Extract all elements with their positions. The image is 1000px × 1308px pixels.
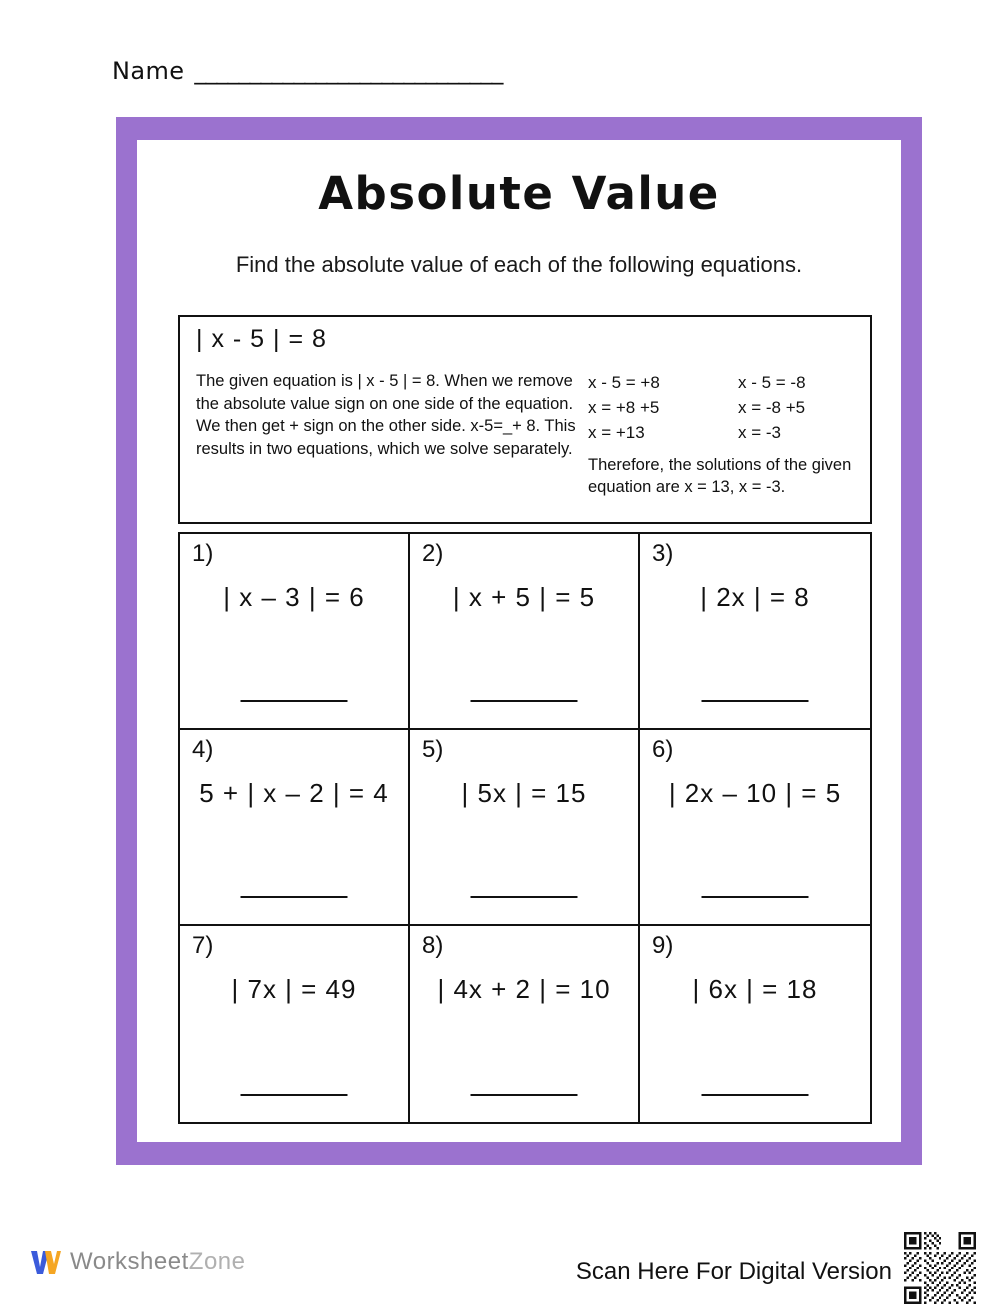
problem-equation: | x – 3 | = 6: [223, 582, 365, 612]
name-label: Name: [112, 57, 185, 85]
page-title: Absolute Value: [318, 167, 720, 220]
example-box: [178, 315, 872, 524]
name-blank-line: ____________________________: [194, 57, 503, 85]
problem-cell: [640, 534, 870, 730]
problem-equation: | x + 5 | = 5: [452, 582, 596, 612]
example-step-right: x = -3: [738, 423, 781, 442]
brand-name-primary: Worksheet: [70, 1248, 189, 1275]
problem-cell: [410, 730, 640, 926]
answer-blank[interactable]: [471, 896, 578, 898]
problems-grid: [178, 532, 872, 1124]
example-step-right: x = -8 +5: [738, 398, 806, 417]
worksheetzone-logo-icon: [28, 1245, 62, 1279]
problem-cell: [180, 926, 410, 1122]
name-field-row: [112, 57, 502, 85]
answer-blank[interactable]: [241, 1094, 348, 1096]
problem-number: 3): [652, 540, 674, 567]
problem-equation: | 5x | = 15: [461, 778, 587, 808]
answer-blank[interactable]: [241, 896, 348, 898]
brand-name-secondary: Zone: [188, 1248, 246, 1275]
problem-number: 6): [652, 736, 674, 763]
example-equation: | x - 5 | = 8: [196, 325, 327, 353]
problem-cell: [180, 730, 410, 926]
example-step-right: x - 5 = -8: [738, 373, 806, 392]
problem-number: 7): [192, 932, 214, 959]
problem-equation: | 7x | = 49: [231, 974, 357, 1004]
problem-equation: | 2x | = 8: [700, 582, 810, 612]
worksheet-sheet: [137, 140, 901, 1142]
example-step-row: [588, 370, 863, 395]
instructions-text: Find the absolute value of each of the following equations.: [235, 252, 803, 277]
problem-number: 1): [192, 540, 214, 567]
answer-blank[interactable]: [702, 700, 809, 702]
example-step-left: x = +13: [588, 423, 645, 442]
problem-cell: [640, 730, 870, 926]
scan-instruction-text: Scan Here For Digital Version: [575, 1258, 892, 1285]
problem-number: 5): [422, 736, 444, 763]
problem-number: 9): [652, 932, 674, 959]
example-steps: [588, 370, 863, 445]
problem-number: 2): [422, 540, 444, 567]
brand-name: [70, 1248, 245, 1276]
example-explanation: The given equation is | x - 5 | = 8. When we remove the absolute value sign on one side of the equation. We then get + sign on the other side. x-5=_+ 8. This results in two equations, which we solve separately.: [196, 372, 576, 458]
worksheet-frame: [116, 117, 922, 1165]
problem-cell: [410, 534, 640, 730]
example-step-row: [588, 420, 863, 445]
problem-cell: [410, 926, 640, 1122]
answer-blank[interactable]: [471, 700, 578, 702]
example-step-row: [588, 395, 863, 420]
answer-blank[interactable]: [471, 1094, 578, 1096]
problem-number: 8): [422, 932, 444, 959]
brand-logo[interactable]: [28, 1245, 245, 1279]
example-step-left: x - 5 = +8: [588, 373, 660, 392]
qr-code-icon[interactable]: [904, 1232, 976, 1304]
problem-equation: 5 + | x – 2 | = 4: [199, 778, 389, 808]
problem-equation: | 4x + 2 | = 10: [437, 974, 611, 1004]
problem-cell: [640, 926, 870, 1122]
problem-equation: | 2x – 10 | = 5: [668, 778, 842, 808]
example-step-left: x = +8 +5: [588, 398, 660, 417]
answer-blank[interactable]: [702, 1094, 809, 1096]
example-conclusion: Therefore, the solutions of the given equation are x = 13, x = -3.: [588, 456, 852, 496]
problem-cell: [180, 534, 410, 730]
answer-blank[interactable]: [702, 896, 809, 898]
problem-equation: | 6x | = 18: [692, 974, 818, 1004]
problem-number: 4): [192, 736, 214, 763]
answer-blank[interactable]: [241, 700, 348, 702]
